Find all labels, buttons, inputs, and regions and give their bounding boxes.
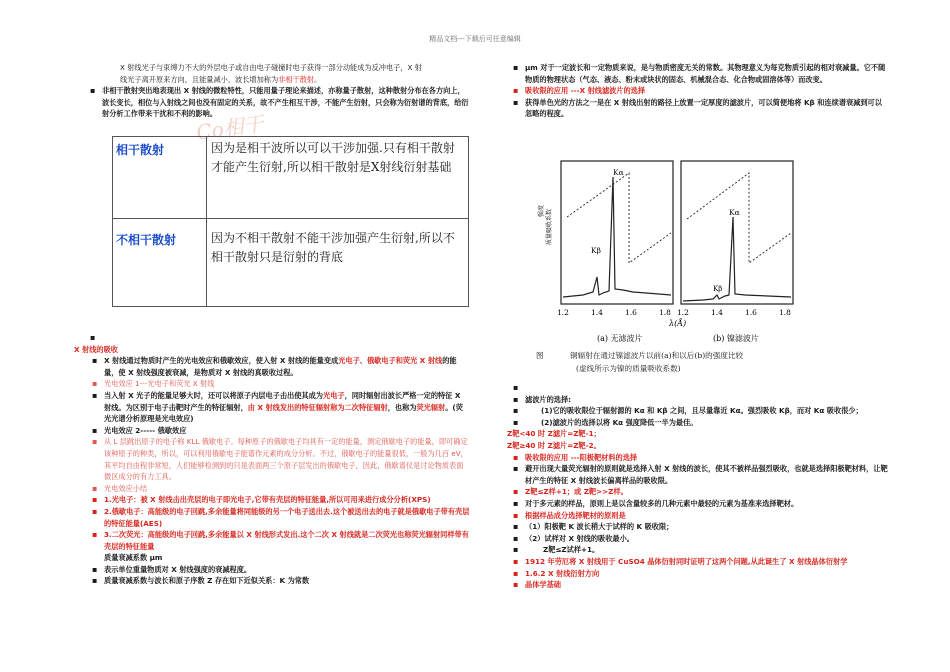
y-label-intensity: 强度: [538, 204, 545, 217]
laue-history: ▪ 1912 年劳厄将 X 射线用于 CuSO4 晶体衍射同时证明了这两个问题,从此诞生了 X 射线晶体衍射学: [497, 556, 889, 568]
absorption-application-1: ▪ 吸收限的应用 ---X 射线滤波片的选择: [497, 85, 889, 97]
y-label-absorption: 质量吸收系数: [546, 208, 553, 245]
photoelectric-desc: ▪ 当入射 X 光子的能量足够大时，还可以将原子内层电子击出使其成为光电子，同时辐射出波长严格一定的特征 X 射线。为区别于电子击靶时产生的特征辐射，由 X 射线发出的特征辐射称为二次特征辐射，也称为荧光辐射。(荧光光谱分析原理是光电效应): [74, 390, 470, 425]
tick-b-4: 1.8: [779, 308, 791, 317]
crystallography-basics: ▪ 晶体学基础: [497, 579, 889, 591]
target-rule-3: ▪ Z靶≤Z试样+1。: [497, 544, 889, 556]
mass-relation-line: ▪ 质量衰减系数与波长和原子序数 Z 存在如下近似关系：K 为常数: [74, 575, 470, 587]
left-column-lower: [74, 332, 470, 587]
summary-2: ▪ 2.俄歇电子：高能级的电子回跳,多余能量将同能级的另一个电子送出去.这个被送出去的电子就是俄歇电子带有壳层的特征能量(AES): [74, 506, 470, 529]
summary-3: ▪ 3.二次荧光：高能级的电子回跳,多余能量以 X 射线形式发出.这个二次 X 射线就是二次荧光也称荧光辐射同样带有壳层的特征能量: [74, 529, 470, 552]
absorption-bullet: ▪ X 射线通过物质时产生的光电效应和俄歇效应，使入射 X 射线的能量变成光电子、俄歇电子和荧光 X 射线的能量，使 X 射线强度被衰减，是物质对 X 射线的真吸收过程。: [74, 355, 470, 378]
subcaption-a: (a) 无滤波片: [597, 334, 643, 343]
tick-a-4: 1.8: [659, 308, 671, 317]
panel-a-ka-label: Kα: [613, 168, 624, 177]
right-column: [497, 62, 889, 120]
section-absorption: X 射线的吸收: [74, 344, 118, 354]
filter-description: ▪ 获得单色光的方法之一是在 X 射线出射的路径上放置一定厚度的滤波片，可以简便地将 Kβ 和连续谱衰减到可以忽略的程度。: [497, 97, 889, 120]
intro-line-2: 线光子离开原来方向，且能量减小，波长增加称为非相干散射。: [120, 74, 322, 84]
panel-b-absorption-curve: [687, 173, 791, 263]
target-rule-1: ▪ （1）阳极靶 K 波长稍大于试样的 K 吸收限；: [497, 521, 889, 533]
incoherent-text: 因为不相干散射不能干涉加强产生衍射,所以不相干散射只是衍射的背底: [207, 219, 469, 307]
intensity-line: ▪ 表示单位重量物质对 X 射线强度的衰减程度。: [74, 564, 470, 576]
panel-a-frame: [561, 161, 673, 304]
page-header: 精品文档---下载后可任意编辑: [429, 35, 521, 43]
absorption-application-2: ▪ 吸收限的应用 ---阳极靶材料的选择: [497, 452, 889, 464]
tick-a-1: 1.2: [557, 308, 569, 317]
photoelectric-1: ▪ 光电效应 1---光电子和荧光 X 射线: [74, 378, 470, 390]
mass-coefficient: 质量衰减系数 μm: [104, 553, 163, 563]
intro-line-1: X 射线光子与束缚力不大的外层电子或自由电子碰撞时电子获得一部分动能成为反冲电子，X 射: [120, 63, 422, 72]
target-selection-rule: ▪ 根据样品成分选择靶材的原则是: [497, 510, 889, 522]
incoherent-scatter-term: 非相干散射: [278, 74, 315, 84]
coherent-heading: 相干散射: [113, 137, 207, 219]
figure-caption: 图 铜辐射在通过镍滤波片以前(a)和以后(b)的强度比较 (虚线所示为镍的质量吸收系数): [536, 351, 744, 373]
filter-select: ▪ 滤波片的选择:: [497, 394, 889, 406]
right-column-lower: [497, 382, 889, 591]
tick-b-1: 1.2: [677, 308, 689, 317]
auger-desc: ▪ 从 L 层跳出原子的电子称 KLL 俄歇电子。每种原子的俄歇电子均具有一定的能量，测定俄歇电子的能量，即可确定该种原子的种类，所以，可以利用俄歇电子能谱作元素的成分分析。不过，俄歇电子的能量很低，一般为几百 eV，其平均自由程非常短，人们能够检测到的只是表面两三个原子层发出的俄歇电子，因此，俄歇谱仪是讨论物质表面微区成分的有力工具。: [74, 436, 470, 482]
empty-bullet-right: [497, 382, 889, 394]
target-rule-2: ▪ （2）试样对 X 射线的吸收最小。: [497, 533, 889, 545]
subcaption-b: (b) 镍滤波片: [713, 334, 759, 343]
panel-a-kb-label: Kβ: [591, 246, 601, 255]
watermark-stamp: Co相干: [194, 111, 265, 145]
panel-b-ka-label: Kα: [729, 208, 740, 217]
target-material-desc: ▪ 避开出现大量荧光辐射的原则就是选择入射 X 射线的波长，使其不被样品强烈吸收，也就是选择阳极靶材料，让靶材产生的特征 X 射线波长偏离样品的吸收限。: [497, 463, 889, 486]
section-1-6-2: ▪ 1.6.2 X 射线衍射方向: [497, 568, 889, 580]
incoherent-bullet: ▪ 非相干散射突出地表现出 X 射线的微粒特性，只能用量子理论来描述，亦称量子散射，这种散射分布在各方向上，波长变长，相位与入射线之间也没有固定的关系，故不产生相互干涉，不能产生衍射，只会称为衍射谱的背底，给衍射分析工作带来干扰和不利的影响。: [74, 85, 470, 120]
panel-b-kb-label: Kβ: [713, 285, 723, 293]
panel-a-absorption-curve: [567, 173, 671, 263]
z-rule-1: Z靶<40 时 Z滤片=Z靶-1；: [507, 429, 601, 439]
tick-a-2: 1.4: [591, 308, 603, 317]
z-target-rule: ▪ Z靶≤Z样+1；或 Z靶>>Z样。: [497, 486, 889, 498]
mu-description: ▪ μm 对于一定波长和一定物质来说，是与物质密度无关的常数。其物理意义为每克物质引起的相对衰减量。它不随物质的物理状态（气态、液态、粉末或块状的固态、机械混合态、化合物或固溶体等）而改变。: [497, 62, 889, 85]
scatter-comparison-table: [112, 136, 469, 307]
photoelectric-summary: ▪ 光电效应小结: [74, 483, 470, 495]
photoelectric-2: ▪ 光电效应 2----- 俄歇效应: [74, 425, 470, 437]
x-axis-label: λ(Å): [669, 319, 687, 328]
filter-rule-1: ▪ (1)它的吸收限位于辐射源的 Kα 和 Kβ 之间，且尽量靠近 Kα。强烈吸收 Kβ，而对 Kα 吸收很少；: [497, 405, 889, 417]
tick-a-3: 1.6: [625, 308, 637, 317]
coherent-text: 因为是相干波所以可以干涉加强.只有相干散射才能产生衍射,所以相干散射是X射线衍射基础: [207, 137, 469, 219]
empty-bullet: [74, 332, 470, 344]
left-column: [74, 62, 470, 120]
incoherent-heading: 不相干散射: [113, 219, 207, 307]
tick-b-3: 1.6: [745, 308, 757, 317]
tick-b-2: 1.4: [711, 308, 723, 317]
multi-element-rule: ▪ 对于多元素的样品，原则上是以含量较多的几种元素中最轻的元素为基准来选择靶材。: [497, 498, 889, 510]
z-rule-2: Z靶≥40 时 Z滤片=Z靶-2。: [507, 440, 601, 450]
panel-b-spectrum: [683, 217, 791, 301]
panel-a-spectrum: [563, 177, 671, 297]
summary-1: ▪ 1.光电子：被 X 射线击出壳层的电子即光电子,它带有壳层的特征能量,所以可用来进行成分分析(XPS): [74, 494, 470, 506]
filter-rule-2: ▪ (2)滤波片的选择以将 Kα 强度降低一半为最佳。: [497, 417, 889, 429]
